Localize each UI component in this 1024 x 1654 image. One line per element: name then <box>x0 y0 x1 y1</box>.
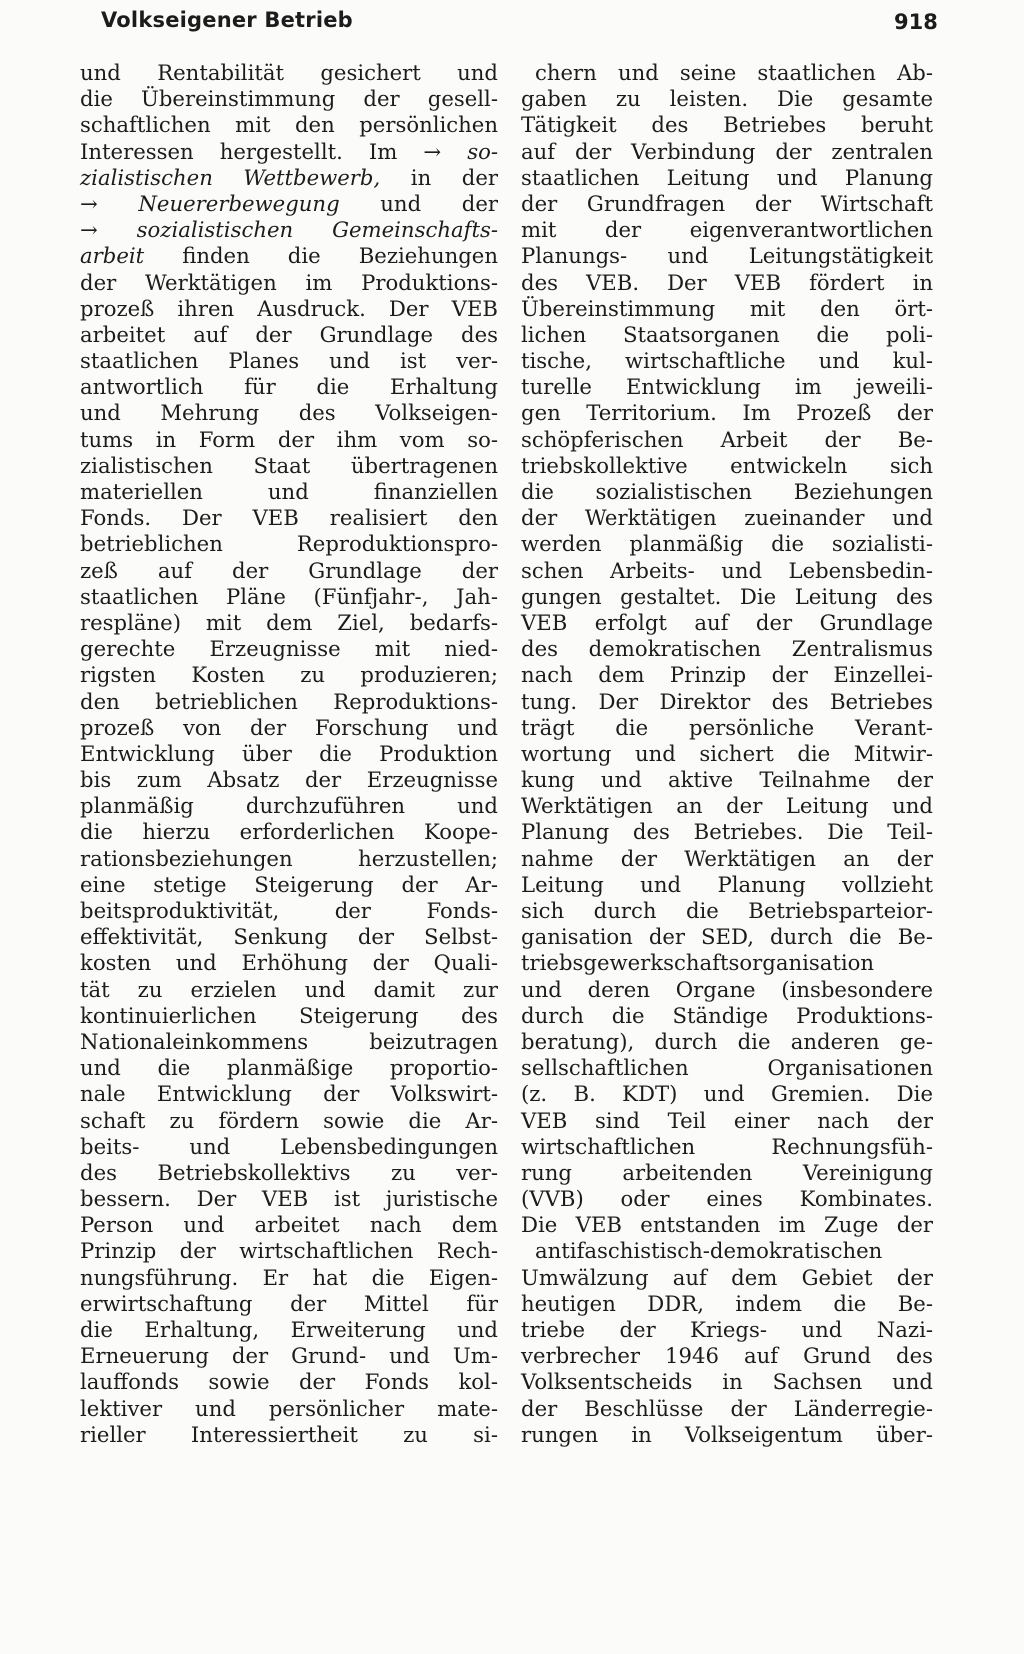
text-line: kosten und Erhöhung der Quali- <box>80 950 498 976</box>
text-line: zialistischen Staat übertragenen <box>80 452 498 478</box>
text-line: nahme der Werktätigen an der <box>521 845 933 871</box>
text-line: zialistischen Wettbewerb, in der <box>80 164 498 190</box>
text-line: durch die Ständige Produktions- <box>521 1002 933 1028</box>
text-line: werden planmäßig die sozialisti- <box>521 531 933 557</box>
text-line: Umwälzung auf dem Gebiet der <box>521 1264 933 1290</box>
text-line: sich durch die Betriebsparteior- <box>521 898 933 923</box>
text-line: → sozialistischen Gemeinschafts- <box>80 217 498 243</box>
text-line: schaftlichen mit den persönlichen <box>80 112 498 138</box>
text-line: schaft zu fördern sowie die Ar- <box>80 1107 498 1133</box>
text-line: Fonds. Der VEB realisiert den <box>80 505 498 531</box>
text-line: Planung des Betriebes. Die Teil- <box>521 819 933 845</box>
text-line: (VVB) oder eines Kombinates. <box>521 1186 933 1212</box>
text-line: mit der eigenverantwortlichen <box>521 217 933 243</box>
text-line: Die VEB entstanden im Zuge der <box>521 1212 933 1238</box>
text-line: beitsproduktivität, der Fonds- <box>80 898 498 923</box>
text-line: rigsten Kosten zu produzieren; <box>80 662 498 688</box>
text-line: VEB erfolgt auf der Grundlage <box>521 609 933 635</box>
text-line: Werktätigen an der Leitung und <box>521 793 933 819</box>
text-line: nale Entwicklung der Volkswirt- <box>80 1081 498 1107</box>
text-line: Prinzip der wirtschaftlichen Rech- <box>80 1238 498 1264</box>
text-line: staatlichen Planes und ist ver- <box>80 348 498 374</box>
text-line: des Betriebskollektivs zu ver- <box>80 1159 498 1185</box>
text-line: antifaschistisch-demokratischen <box>535 1238 883 1264</box>
text-line: tät zu erzielen und damit zur <box>80 976 498 1002</box>
left-column <box>80 60 498 1448</box>
page-header <box>0 0 1024 52</box>
text-line: respläne) mit dem Ziel, bedarfs- <box>80 609 498 635</box>
text-line: bis zum Absatz der Erzeugnisse <box>80 767 498 793</box>
text-line: Volksentscheids in Sachsen und <box>521 1369 933 1395</box>
right-column <box>521 60 933 1448</box>
text-line: die Erhaltung, Erweiterung und <box>80 1317 498 1342</box>
text-line: antwortlich für die Erhaltung <box>80 374 498 400</box>
text-line: triebsgewerkschaftsorganisation <box>521 950 875 976</box>
text-line: gungen gestaltet. Die Leitung des <box>521 583 933 609</box>
text-line: → Neuererbewegung und der <box>80 190 498 216</box>
text-line: und die planmäßige proportio- <box>80 1055 498 1081</box>
text-line: tums in Form der ihm vom so- <box>80 426 498 452</box>
text-line: den betrieblichen Reproduktions- <box>80 688 498 714</box>
text-line: tische, wirtschaftliche und kul- <box>521 348 933 374</box>
text-line: trägt die persönliche Verant- <box>521 714 933 740</box>
text-line: Übereinstimmung mit den ört- <box>521 295 933 321</box>
text-line: VEB sind Teil einer nach der <box>521 1107 933 1133</box>
text-line: beits- und Lebensbedingungen <box>80 1133 498 1159</box>
text-line: kontinuierlichen Steigerung des <box>80 1002 498 1028</box>
text-line: der Werktätigen im Produktions- <box>80 269 498 295</box>
text-line: prozeß von der Forschung und <box>80 714 498 740</box>
text-line: des VEB. Der VEB fördert in <box>521 269 933 295</box>
text-line: wortung und sichert die Mitwir- <box>521 740 933 766</box>
text-line: effektivität, Senkung der Selbst- <box>80 924 498 950</box>
text-line: und deren Organe (insbesondere <box>521 976 933 1002</box>
text-line: arbeit finden die Beziehungen <box>80 243 498 269</box>
text-line: triebskollektive entwickeln sich <box>521 452 933 478</box>
text-line: gaben zu leisten. Die gesamte <box>521 86 933 112</box>
text-line: und Mehrung des Volkseigen- <box>80 400 498 426</box>
text-line: materiellen und finanziellen <box>80 479 498 504</box>
text-line: schöpferischen Arbeit der Be- <box>521 426 933 452</box>
text-line: Planungs- und Leitungstätigkeit <box>521 243 933 269</box>
page-number: 918 <box>894 10 938 34</box>
text-line: lichen Staatsorganen die poli- <box>521 321 933 347</box>
text-line: nungsführung. Er hat die Eigen- <box>80 1264 498 1290</box>
text-line: kung und aktive Teilnahme der <box>521 767 933 793</box>
text-line: lektiver und persönlicher mate- <box>80 1395 498 1421</box>
text-line: tung. Der Direktor des Betriebes <box>521 688 933 714</box>
text-line: staatlichen Leitung und Planung <box>521 164 933 190</box>
text-line: Entwicklung über die Produktion <box>80 740 498 766</box>
text-line: die hierzu erforderlichen Koope- <box>80 819 498 845</box>
text-line: Erneuerung der Grund- und Um- <box>80 1343 498 1369</box>
text-line: wirtschaftlichen Rechnungsfüh- <box>521 1133 933 1159</box>
text-line: rung arbeitenden Vereinigung <box>521 1159 933 1185</box>
text-line: zeß auf der Grundlage der <box>80 557 498 583</box>
text-line: ganisation der SED, durch die Be- <box>521 924 933 950</box>
text-line: schen Arbeits- und Lebensbedin- <box>521 557 933 583</box>
text-line: der Werktätigen zueinander und <box>521 505 933 531</box>
text-line: sellschaftlichen Organisationen <box>521 1055 933 1081</box>
text-line: heutigen DDR, indem die Be- <box>521 1290 933 1316</box>
text-line: bessern. Der VEB ist juristische <box>80 1186 498 1212</box>
text-line: des demokratischen Zentralismus <box>521 636 933 662</box>
text-line: planmäßig durchzuführen und <box>80 793 498 819</box>
text-line: beratung), durch die anderen ge- <box>521 1028 933 1054</box>
text-line: gen Territorium. Im Prozeß der <box>521 400 933 426</box>
text-line: Person und arbeitet nach dem <box>80 1212 498 1238</box>
text-line: rationsbeziehungen herzustellen; <box>80 845 498 871</box>
text-line: gerechte Erzeugnisse mit nied- <box>80 636 498 662</box>
text-line: nach dem Prinzip der Einzellei- <box>521 662 933 688</box>
text-line: (z. B. KDT) und Gremien. Die <box>521 1081 933 1107</box>
text-line: arbeitet auf der Grundlage des <box>80 321 498 347</box>
text-line: die sozialistischen Beziehungen <box>521 479 933 504</box>
text-line: rieller Interessiertheit zu si- <box>80 1421 498 1447</box>
text-line: auf der Verbindung der zentralen <box>521 138 933 164</box>
text-line: Nationaleinkommens beizutragen <box>80 1028 498 1054</box>
text-line: Tätigkeit des Betriebes beruht <box>521 112 933 138</box>
text-line: eine stetige Steigerung der Ar- <box>80 871 498 897</box>
text-line: triebe der Kriegs- und Nazi- <box>521 1317 933 1342</box>
text-line: der Grundfragen der Wirtschaft <box>521 190 933 216</box>
text-line: turelle Entwicklung im jeweili- <box>521 374 933 400</box>
running-head: Volkseigener Betrieb <box>101 8 353 32</box>
text-line: verbrecher 1946 auf Grund des <box>521 1343 933 1369</box>
text-line: rungen in Volkseigentum über- <box>521 1421 933 1447</box>
text-line: lauffonds sowie der Fonds kol- <box>80 1369 498 1395</box>
text-line: Interessen hergestellt. Im → so- <box>80 138 498 164</box>
text-line: der Beschlüsse der Länderregie- <box>521 1395 933 1421</box>
text-line: die Übereinstimmung der gesell- <box>80 86 498 112</box>
text-line: erwirtschaftung der Mittel für <box>80 1290 498 1316</box>
text-line: und Rentabilität gesichert und <box>80 60 498 85</box>
text-line: prozeß ihren Ausdruck. Der VEB <box>80 295 498 321</box>
text-line: Leitung und Planung vollzieht <box>521 871 933 897</box>
text-line: betrieblichen Reproduktionspro- <box>80 531 498 557</box>
text-line: chern und seine staatlichen Ab- <box>535 60 933 85</box>
text-line: staatlichen Pläne (Fünfjahr-, Jah- <box>80 583 498 609</box>
